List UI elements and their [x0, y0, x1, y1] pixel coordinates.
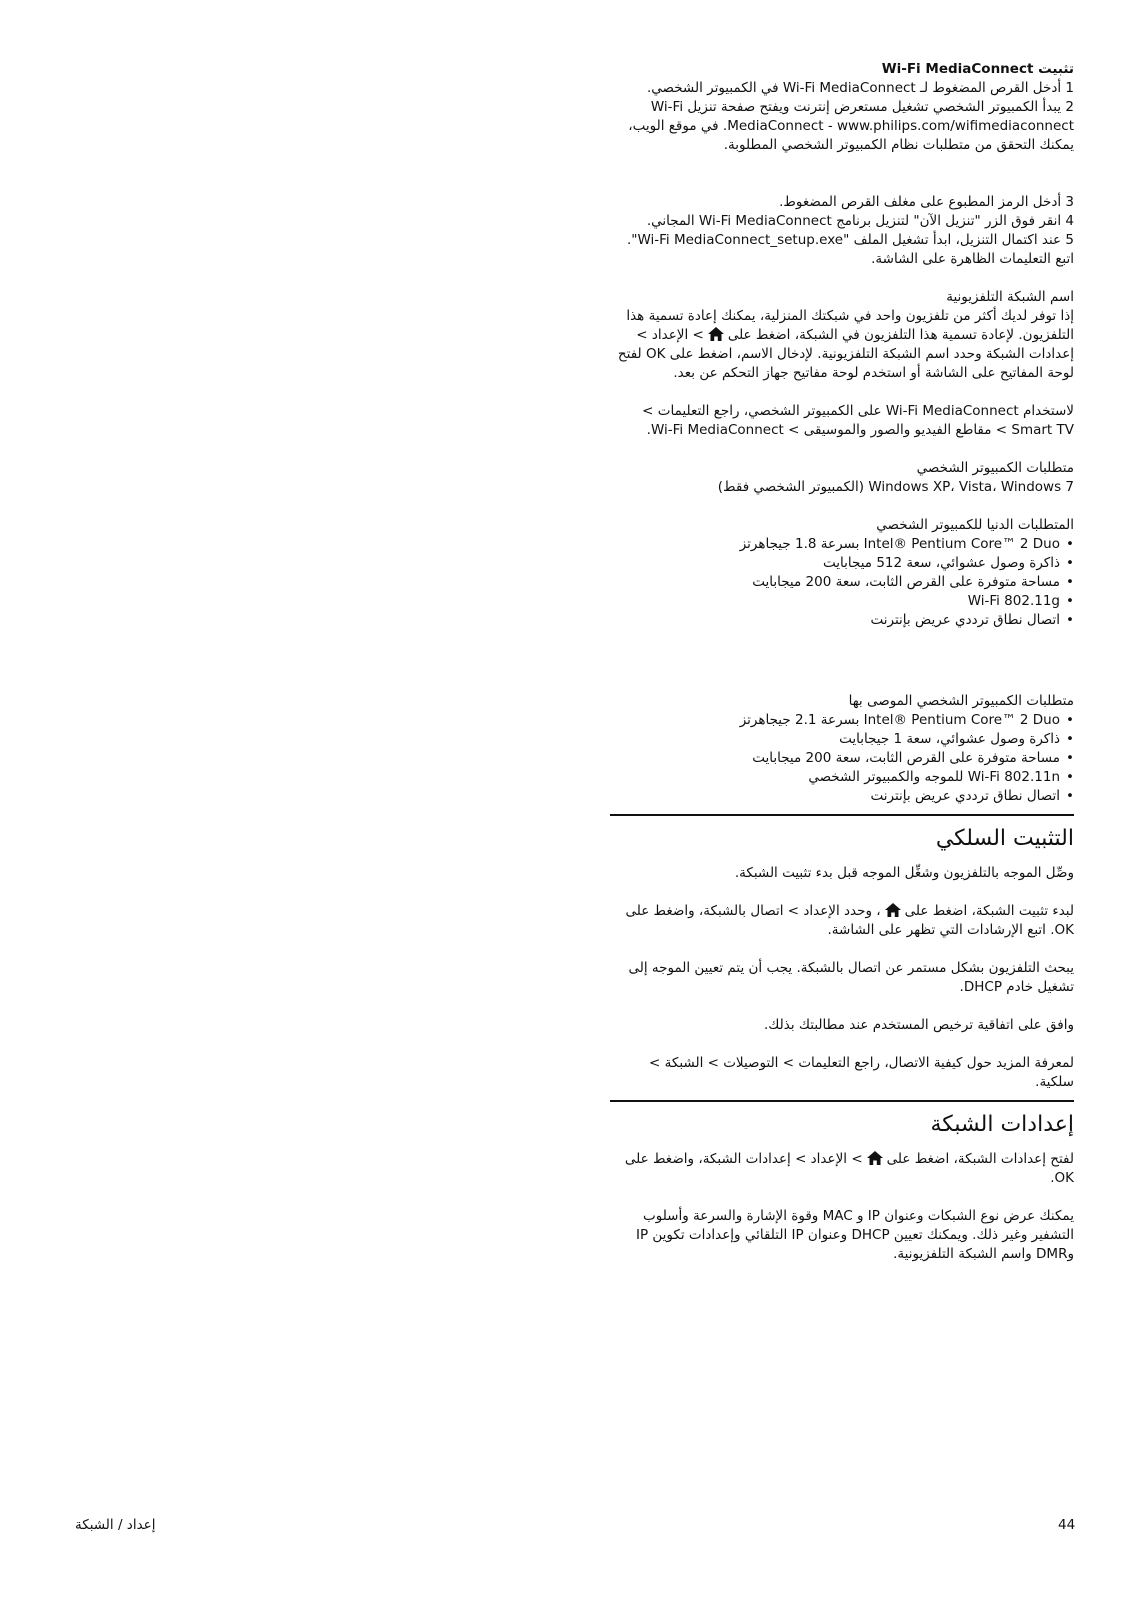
recommended-requirements-title: متطلبات الكمبيوتر الشخصي الموصى بها — [848, 693, 1074, 709]
pc-requirements-title: متطلبات الكمبيوتر الشخصي — [916, 460, 1074, 476]
network-settings-text-2: > الإعداد > إعدادات الشبكة، واضغط على OK. — [624, 1151, 1074, 1186]
install-step-2: 2 يبدأ الكمبيوتر الشخصي تشغيل مستعرض إنترنت ويفتح صفحة تنزيل Wi-Fi MediaConnect - www.philips.com/wifimediaconnect. في موقع الويب، يمكنك التحقق من متطلبات نظام الكمبيوتر الشخصي المطلوبة. — [628, 99, 1074, 153]
home-icon — [885, 903, 901, 917]
tv-network-name-text-1: إذا توفر لديك أكثر من تلفزيون واحد في شبكتك المنزلية، يمكنك إعادة تسمية هذا التلفزيون. لإعادة تسمية هذا التلفزيون في الشبكة، اضغط على — [626, 308, 1074, 343]
list-item: • مساحة متوفرة على القرص الثابت، سعة 200 ميجابايت — [610, 573, 1074, 592]
network-settings-text-1: لفتح إعدادات الشبكة، اضغط على — [886, 1151, 1074, 1167]
install-step-4: 4 انقر فوق الزر "تنزيل الآن" لتنزيل برنامج Wi-Fi MediaConnect المجاني. — [646, 213, 1074, 229]
list-item: • ذاكرة وصول عشوائي، سعة 512 ميجابايت — [610, 554, 1074, 573]
install-title: تثبيت Wi-Fi MediaConnect — [881, 61, 1074, 77]
recommended-requirements-list — [610, 711, 1074, 806]
home-icon — [708, 327, 724, 341]
usage-paragraph: لاستخدام Wi-Fi MediaConnect على الكمبيوتر الشخصي، راجع التعليمات > Smart TV > مقاطع الفيديو والصور والموسيقى > Wi-Fi MediaConnect. — [642, 403, 1074, 438]
section-divider — [610, 814, 1074, 816]
network-settings-paragraph-1 — [610, 1150, 1074, 1188]
install-step-3: 3 أدخل الرمز المطبوع على مغلف القرص المضغوط. — [779, 194, 1074, 210]
list-item: • ذاكرة وصول عشوائي، سعة 1 جيجابايت — [610, 730, 1074, 749]
install-step-5: 5 عند اكتمال التنزيل، ابدأ تشغيل الملف "Wi-Fi MediaConnect_setup.exe". اتبع التعليمات الظاهرة على الشاشة. — [626, 232, 1074, 267]
list-item: • اتصال نطاق ترددي عريض بإنترنت — [610, 787, 1074, 806]
page-number: 44 — [1058, 1517, 1076, 1533]
pc-requirements-os: Windows XP، Vista، Windows 7 (الكمبيوتر الشخصي فقط) — [717, 479, 1074, 495]
list-item: • Intel® Pentium Core™ 2 Duo بسرعة 2.1 جيجاهرتز — [610, 711, 1074, 730]
wired-paragraph-4: وافق على اتفاقية ترخيص المستخدم عند مطالبتك بذلك. — [763, 1017, 1074, 1033]
wired-paragraph-3: يبحث التلفزيون بشكل مستمر عن اتصال بالشبكة. يجب أن يتم تعيين الموجه إلى تشغيل خادم DHCP. — [628, 960, 1074, 995]
wired-paragraph-2 — [610, 902, 1074, 940]
section-divider — [610, 1100, 1074, 1102]
tv-network-name-text-2: > الإعداد > إعدادات الشبكة وحدد اسم الشبكة التلفزيونية. لإدخال الاسم، اضغط على OK لفتح لوحة المفاتيح على الشاشة أو استخدم لوحة مفاتيح جهاز التحكم عن بعد. — [617, 327, 1074, 381]
tv-network-name-body — [610, 307, 1074, 383]
home-icon — [867, 1151, 883, 1165]
network-settings-heading: إعدادات الشبكة — [930, 1112, 1074, 1137]
network-settings-paragraph-2: يمكنك عرض نوع الشبكات وعنوان IP و MAC وقوة الإشارة والسرعة وأسلوب التشفير وغير ذلك. ويمكنك تعيين DHCP وعنوان IP التلقائي وإعدادات تكوين IP وDMR واسم الشبكة التلفزيونية. — [635, 1208, 1074, 1262]
list-item: • Wi-Fi 802.11g — [610, 592, 1074, 611]
wired-install-heading: التثبيت السلكي — [935, 826, 1074, 851]
footer-section-label: إعداد / الشبكة — [75, 1517, 156, 1533]
tv-network-name-title: اسم الشبكة التلفزيونية — [946, 289, 1074, 305]
list-item: • مساحة متوفرة على القرص الثابت، سعة 200 ميجابايت — [610, 749, 1074, 768]
main-column — [610, 60, 1074, 1264]
list-item: • Intel® Pentium Core™ 2 Duo بسرعة 1.8 جيجاهرتز — [610, 535, 1074, 554]
install-step-1: 1 أدخل القرص المضغوط لـ Wi-Fi MediaConnect في الكمبيوتر الشخصي. — [646, 80, 1074, 96]
min-requirements-title: المتطلبات الدنيا للكمبيوتر الشخصي — [876, 517, 1074, 533]
list-item: • Wi-Fi 802.11n للموجه والكمبيوتر الشخصي — [610, 768, 1074, 787]
list-item: • اتصال نطاق ترددي عريض بإنترنت — [610, 611, 1074, 630]
wired-paragraph-2-text-2: ، وحدد الإعداد > اتصال بالشبكة، واضغط على OK. اتبع الإرشادات التي تظهر على الشاشة. — [625, 903, 1074, 938]
min-requirements-list — [610, 535, 1074, 630]
wired-paragraph-2-text-1: لبدء تثبيت الشبكة، اضغط على — [904, 903, 1074, 919]
wired-paragraph-1: وصِّل الموجه بالتلفزيون وشغِّل الموجه قبل بدء تثبيت الشبكة. — [734, 865, 1074, 881]
wired-paragraph-5: لمعرفة المزيد حول كيفية الاتصال، راجع التعليمات > التوصيلات > الشبكة > سلكية. — [649, 1055, 1074, 1090]
